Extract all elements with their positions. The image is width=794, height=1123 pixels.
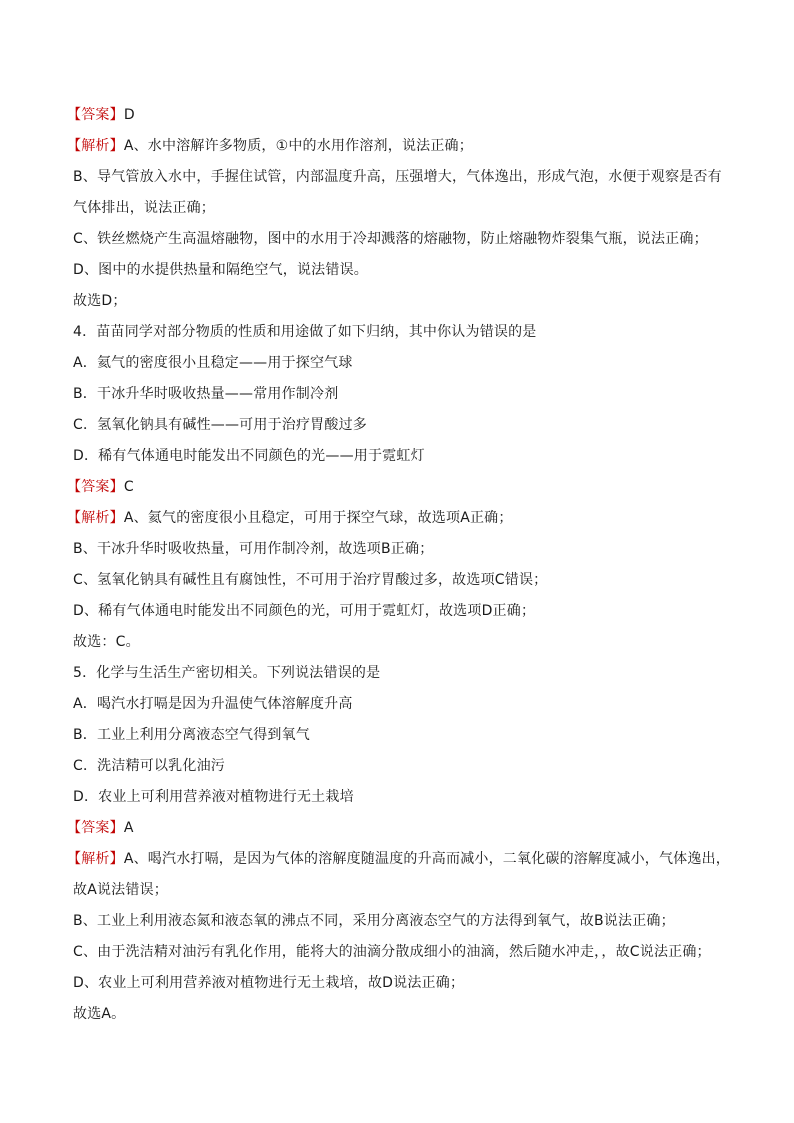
q5-conclusion: 故选A。 [73, 1006, 126, 1022]
q5-answer-line [67, 813, 733, 844]
q3-analysis-line-a [67, 131, 733, 162]
q4-conclusion: 故选：C。 [73, 634, 140, 650]
q4-answer: C [123, 479, 134, 495]
q4-stem: 4．苗苗同学对部分物质的性质和用途做了如下归纳，其中你认为错误的是 [73, 324, 537, 340]
q3-analysis-a: A、水中溶解许多物质，①中的水用作溶剂，说法正确； [123, 138, 473, 154]
q4-option-c: C．氢氧化钠具有碱性——可用于治疗胃酸过多 [73, 417, 367, 433]
q5-analysis-line-d: D、农业上可利用营养液对植物进行无土栽培，故D说法正确； [73, 975, 465, 991]
q3-analysis-line-b [73, 162, 733, 224]
q4-analysis-line-a [67, 503, 733, 534]
q4-analysis-line-c: C、氢氧化钠具有碱性且有腐蚀性，不可用于治疗胃酸过多，故选项C错误； [73, 572, 548, 588]
answer-tag: 【答案】 [67, 820, 124, 836]
q5-analysis-line-c: C、由于洗洁精对油污有乳化作用，能将大的油滴分散成细小的油滴，然后随水冲走，，故C说法正确； [73, 944, 711, 960]
q4-analysis-line-b: B、干冰升华时吸收热量，可用作制冷剂，故选项B正确； [73, 541, 434, 557]
analysis-tag: 【解析】 [67, 851, 124, 867]
q4-answer-line [67, 472, 733, 503]
q5-option-a: A．喝汽水打嗝是因为升温使气体溶解度升高 [73, 696, 353, 712]
q3-answer: D [123, 107, 135, 123]
q3-conclusion: 故选D； [73, 293, 127, 309]
q3-analysis-c: C、铁丝燃烧产生高温熔融物，图中的水用于冷却溅落的熔融物，防止熔融物炸裂集气瓶，说法正确； [73, 231, 708, 247]
q5-option-c: C．洗洁精可以乳化油污 [73, 758, 225, 774]
q5-analysis-a: A、喝汽水打嗝，是因为气体的溶解度随温度的升高而减小，二氧化碳的溶解度减小，气体逸出，故A说法错误； [73, 851, 730, 898]
q5-analysis-line-a [67, 844, 733, 906]
q5-option-d: D．农业上可利用营养液对植物进行无土栽培 [73, 789, 354, 805]
q3-analysis-line-d [73, 255, 733, 286]
q4-option-d: D．稀有气体通电时能发出不同颜色的光——用于霓虹灯 [73, 448, 425, 464]
document-content [67, 100, 733, 1030]
q4-option-a: A．氦气的密度很小且稳定——用于探空气球 [73, 355, 353, 371]
q4-option-b: B．干冰升华时吸收热量——常用作制冷剂 [73, 386, 339, 402]
analysis-tag: 【解析】 [67, 510, 124, 526]
q5-option-b: B．工业上利用分离液态空气得到氧气 [73, 727, 311, 743]
q3-answer-line [67, 100, 733, 131]
q5-stem: 5．化学与生活生产密切相关。下列说法错误的是 [73, 665, 381, 681]
q3-analysis-d: D、图中的水提供热量和隔绝空气，说法错误。 [73, 262, 368, 278]
q5-answer: A [123, 820, 134, 836]
answer-tag: 【答案】 [67, 479, 124, 495]
q3-analysis-line-c [73, 224, 733, 255]
answer-tag: 【答案】 [67, 107, 124, 123]
q4-analysis-line-d: D、稀有气体通电时能发出不同颜色的光，可用于霓虹灯，故选项D正确； [73, 603, 536, 619]
q3-analysis-b: B、导气管放入水中，手握住试管，内部温度升高，压强增大，气体逸出，形成气泡，水便于观察是否有气体排出，说法正确； [73, 169, 722, 216]
analysis-tag: 【解析】 [67, 138, 124, 154]
q4-analysis-a: A、氦气的密度很小且稳定，可用于探空气球，故选项A正确； [123, 510, 513, 526]
q5-analysis-line-b: B、工业上利用液态氮和液态氧的沸点不同，采用分离液态空气的方法得到氧气，故B说法正确； [73, 913, 675, 929]
